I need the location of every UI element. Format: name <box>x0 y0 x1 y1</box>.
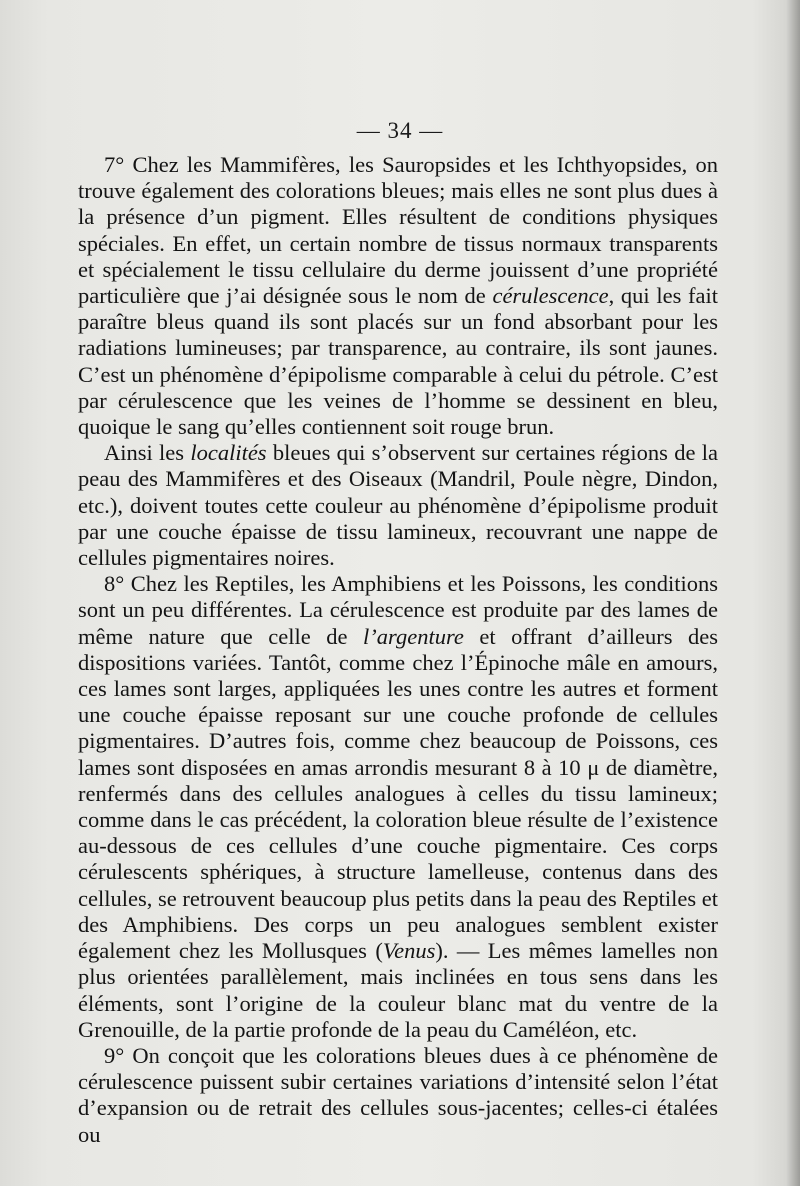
italic-term: localités <box>190 440 267 466</box>
text-run: bleues qui s’observent sur certaines régions de la peau des Mammifères et des Oiseaux (Mandril, Poule nègre, Dindon, etc.), doivent toutes cette couleur au phénomène d’épipolisme produit par une couche épaisse de tissu lamineux, recouvrant une nappe de cellules pigmentaires noires. <box>78 440 718 571</box>
text-run: 8° Chez les Reptiles, les Amphibiens et les Poissons, les conditions sont un peu différentes. La cérulescence est produite par des lames de même nature que celle de <box>78 571 718 649</box>
italic-term: Venus <box>382 938 436 964</box>
text-run: et offrant d’ailleurs des dispositions variées. Tantôt, comme chez l’Épinoche mâle en amours, ces lames sont larges, appliquées les unes contre les autres et forment une couche épaisse reposant sur une couche profonde de cellules pigmentaires. D’autres fois, comme chez beaucoup de Poissons, ces lames sont disposées en amas arrondis mesurant 8 à 10 μ de diamètre, renfermés dans des cellules analogues à celles du tissu lamineux; comme dans le cas précédent, la coloration bleue résulte de l’existence au-dessous de ces cellules d’une couche pigmentaire. Ces corps cérulescents sphériques, à structure lamelleuse, contenus dans des cellules, se retrouvent beaucoup plus petits dans la peau des Reptiles et des Amphibiens. Des corps un peu analogues semblent exister également chez les Mollusques ( <box>78 623 718 964</box>
paragraph-8 <box>78 571 718 1043</box>
text-run: 9° On conçoit que les colorations bleues dues à ce phénomène de cérulescence puissent subir certaines variations d’intensité selon l’état d’expansion ou de retrait des cellules sous-jacentes; celles-ci étalées ou <box>78 1042 718 1147</box>
italic-term: cérulescence <box>492 283 609 309</box>
text-run: , qui les fait paraître bleus quand ils sont placés sur un fond absorbant pour les radiations lumineuses; par transparence, au contraire, ils sont jaunes. C’est un phénomène d’épipolisme comparable à celui du pétrole. C’est par cérulescence que les veines de l’homme se dessinent en bleu, quoique le sang qu’elles contiennent soit rouge brun. <box>78 283 718 440</box>
paragraph-7 <box>78 152 718 440</box>
text-run: ). — Les mêmes lamelles non plus orientées parallèlement, mais inclinées en tous sens dans les éléments, sont l’origine de la couleur blanc mat du ventre de la Grenouille, de la partie profonde de la peau du Caméléon, etc. <box>78 938 719 1042</box>
page-number: — 34 — <box>356 118 444 143</box>
text-run: 7° Chez les Mammifères, les Sauropsides et les Ichthyopsides, on trouve également des colorations bleues; mais elles ne sont plus dues à la présence d’un pigment. Elles résultent de conditions physiques spéciales. En effet, un certain nombre de tissus normaux transparents et spécialement le tissu cellulaire du derme jouissent d’une propriété particulière que j’ai désignée sous le nom de <box>78 152 718 309</box>
body-text <box>78 152 718 1148</box>
text-run: Ainsi les <box>104 440 191 466</box>
italic-term: l’argenture <box>363 623 464 649</box>
paragraph-localites <box>78 440 718 571</box>
page-edge-shadow <box>786 0 800 1186</box>
paragraph-9 <box>78 1043 718 1148</box>
